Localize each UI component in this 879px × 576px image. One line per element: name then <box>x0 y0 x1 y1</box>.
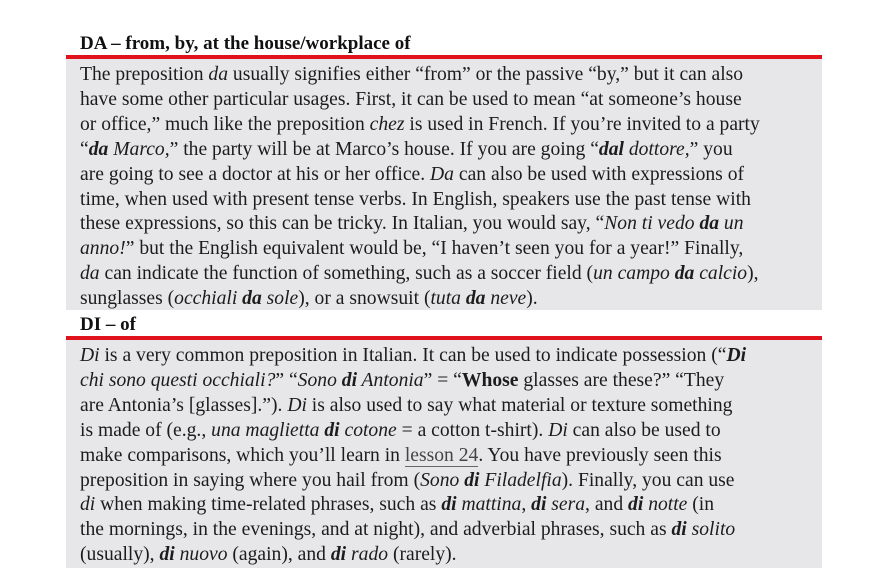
text-run: da <box>242 288 262 310</box>
text-run: , <box>521 494 532 516</box>
text-run: da <box>80 263 100 285</box>
text-run: da <box>674 263 695 285</box>
text-run: Sono <box>420 469 465 491</box>
text-run: mattina <box>456 494 522 516</box>
text-run: una maglietta <box>211 419 325 441</box>
text-run: (usually), <box>80 544 160 566</box>
text-run: Di <box>80 345 100 366</box>
text-run: these expressions, so this can be tricky. In Italian, you would say, “ <box>80 213 605 235</box>
text-run: . You have previously seen this <box>478 444 722 466</box>
text-run: un campo <box>593 263 675 285</box>
text-run: Marco, <box>108 138 170 160</box>
paragraph-line <box>80 394 822 419</box>
paragraph-line <box>80 88 822 113</box>
text-run: di <box>341 369 358 391</box>
text-run: the mornings, in the evenings, and at night), and adverbial phrases, such as <box>80 519 672 541</box>
text-run: can also be used to <box>567 419 721 441</box>
text-run: Antonia <box>357 369 424 391</box>
paragraph-line <box>80 212 822 237</box>
text-run: calcio <box>694 263 748 285</box>
text-run: Sono <box>297 369 342 391</box>
text-run: Di <box>287 394 307 416</box>
paragraph-line <box>80 369 822 394</box>
text-run: da <box>88 138 109 160</box>
text-run: (rarely). <box>388 544 457 566</box>
text-run: rado <box>346 544 389 566</box>
text-run: sera <box>546 494 586 516</box>
text-run: Di <box>726 345 747 366</box>
text-run: sole <box>261 288 299 310</box>
text-run: ” the party will be at Marco’s house. If you are going “ <box>169 138 599 160</box>
paragraph-line <box>80 518 822 543</box>
text-run: un <box>719 213 744 235</box>
text-run: ” you <box>689 138 733 160</box>
section-heading-di: DI – of <box>80 314 136 335</box>
paragraph-line <box>80 419 822 444</box>
text-run: chi sono questi occhiali? <box>80 369 276 391</box>
text-run: is used in French. If you’re invited to a party <box>404 113 760 135</box>
text-run: is also used to say what material or texture something <box>306 394 733 416</box>
text-run: time, when used with present tense verbs. In English, speakers use the past tense with <box>80 188 751 210</box>
text-run: nuovo <box>174 544 228 566</box>
text-run: ). Finally, you can use <box>561 469 735 491</box>
text-run: or office,” much like the preposition <box>80 113 370 135</box>
text-run: tuta <box>430 288 466 310</box>
paragraph-line <box>80 444 822 469</box>
text-run: Da <box>430 163 454 185</box>
text-run: solito <box>686 519 736 541</box>
paragraph-line <box>80 344 822 369</box>
text-run: neve <box>485 288 527 310</box>
paragraph-line <box>80 287 822 312</box>
text-run: sunglasses ( <box>80 288 175 310</box>
text-run: = a cotton t-shirt). <box>396 419 549 441</box>
paragraph-line <box>80 138 822 163</box>
text-run: can also be used with expressions of <box>453 163 745 185</box>
text-run: da <box>465 288 486 310</box>
paragraph-line <box>80 188 822 213</box>
text-run: make comparisons, which you’ll learn in <box>80 444 405 466</box>
section-body-da <box>66 59 822 310</box>
text-run: di <box>441 494 457 516</box>
text-run: have some other particular usages. First, it can be used to mean “at someone’s house <box>80 88 742 110</box>
text-run: , and <box>585 494 629 516</box>
text-run: di <box>671 519 687 541</box>
text-run: usually signifies either “from” or the passive “by,” but it can also <box>228 64 744 85</box>
paragraph-line <box>80 63 822 88</box>
text-run: ), or a snowsuit ( <box>298 288 431 310</box>
text-run: di <box>330 544 347 566</box>
text-run: can indicate the function of something, such as a soccer field ( <box>99 263 594 285</box>
text-run: preposition in saying where you hail from ( <box>80 469 421 491</box>
text-run: ” “ <box>275 369 298 391</box>
text-run: The preposition <box>80 64 209 85</box>
text-run: ” = “ <box>423 369 462 391</box>
text-run: occhiali <box>174 288 243 310</box>
text-run: when making time-related phrases, such as <box>95 494 442 516</box>
text-run: is made of (e.g., <box>80 419 212 441</box>
text-run: di <box>159 544 175 566</box>
text-run: are going to see a doctor at his or her office. <box>80 163 431 185</box>
text-run: di <box>80 494 96 516</box>
text-run: di <box>324 419 340 441</box>
text-run: notte <box>643 494 688 516</box>
paragraph-line <box>80 163 822 188</box>
text-run: Di <box>548 419 568 441</box>
text-run: are Antonia’s [glasses].”). <box>80 394 288 416</box>
text-run: anno! <box>80 238 126 260</box>
text-run: ), <box>747 263 759 285</box>
text-run: is a very common preposition in Italian. It can be used to indicate possession (“ <box>99 345 727 366</box>
section-heading-da: DA – from, by, at the house/workplace of <box>80 33 411 54</box>
text-run: cotone <box>339 419 397 441</box>
text-run: Non ti vedo <box>604 213 700 235</box>
paragraph-line <box>80 262 822 287</box>
text-run: (again), and <box>227 544 331 566</box>
text-run: glasses are these?” “They <box>518 369 725 391</box>
paragraph-line <box>80 237 822 262</box>
paragraph-line <box>80 543 822 568</box>
paragraph-line <box>80 113 822 138</box>
text-run: di <box>531 494 547 516</box>
lesson-link[interactable]: lesson 24 <box>404 444 479 466</box>
text-run: “ <box>80 138 89 160</box>
text-run: da <box>208 64 229 85</box>
text-run: chez <box>369 113 405 135</box>
text-run: dal <box>598 138 624 160</box>
text-run: ” but the English equivalent would be, “I haven’t seen you for a year!” Finally, <box>125 238 744 260</box>
text-run: dottore, <box>623 138 690 160</box>
paragraph-line <box>80 469 822 494</box>
text-run: da <box>699 213 720 235</box>
section-body-di <box>66 340 822 568</box>
text-run: Filadelfia <box>479 469 562 491</box>
paragraph-line <box>80 493 822 518</box>
text-run: di <box>628 494 644 516</box>
text-run: (in <box>687 494 715 516</box>
text-run: Whose <box>461 369 519 391</box>
text-run: di <box>464 469 480 491</box>
text-run: ). <box>526 288 538 310</box>
